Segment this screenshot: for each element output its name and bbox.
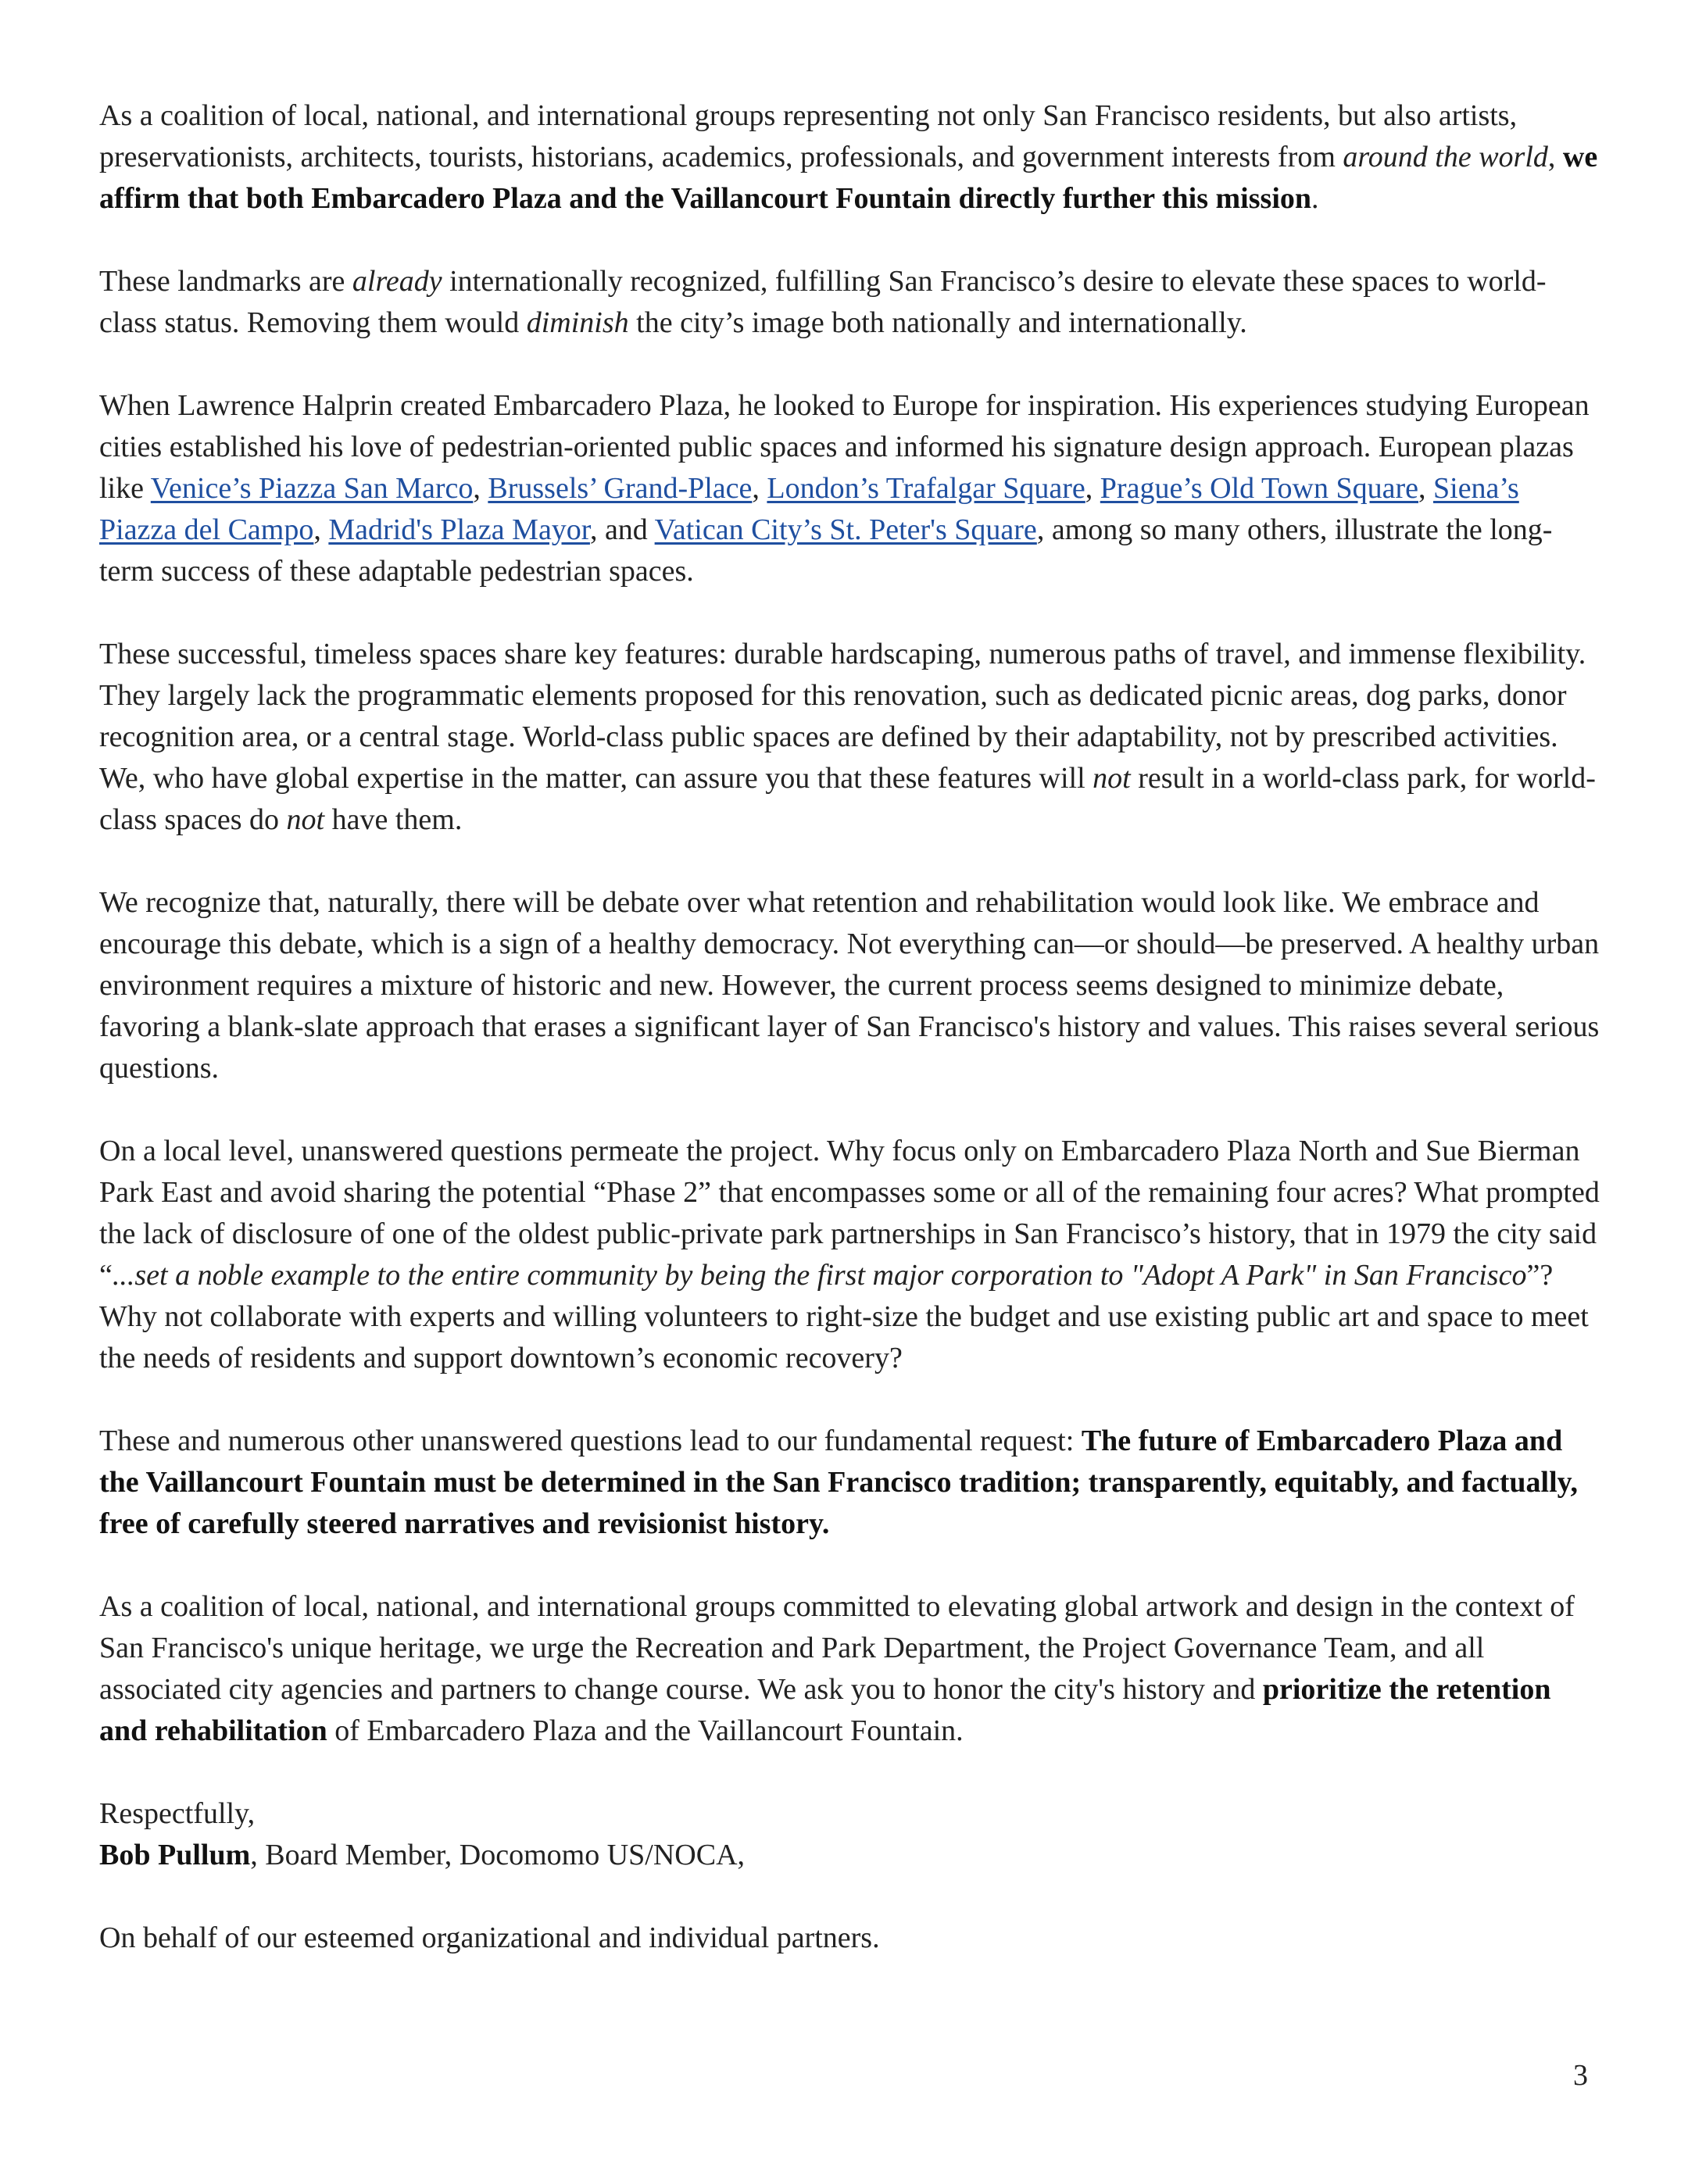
paragraph-halprin-europe: When Lawrence Halprin created Embarcadero Plaza, he looked to Europe for inspiration. His experiences studying European cities established his love of pedestrian-oriented public spaces and informed his signature design approach. European plazas like Venice’s Piazza San Marco, Brussels’ Grand-Place, London’s Trafalgar Square, Prague’s Old Town Square, Siena’s Piazza del Campo, Madrid's Plaza Mayor, and Vatican City’s St. Peter's Square, among so many others, illustrate the long-term success of these adaptable pedestrian spaces. xyxy=(99,389,1590,588)
page-number: 3 xyxy=(1573,2059,1588,2092)
paragraph-fundamental-request: These and numerous other unanswered questions lead to our fundamental request: The future of Embarcadero Plaza and the Vaillancourt Fountain must be determined in the San Francisco tradition; transparently, equitably, and factually, free of carefully steered narratives and revisionist history. xyxy=(99,1424,1579,1540)
paragraph-on-behalf: On behalf of our esteemed organizational and individual partners. xyxy=(99,1921,880,1954)
closing-salutation: Respectfully, xyxy=(99,1797,256,1830)
paragraph-debate: We recognize that, naturally, there will be debate over what retention and rehabilitation would look like. We embrace and encourage this debate, which is a sign of a healthy democracy. Not everything can—or should—be preserved. A healthy urban environment requires a mixture of historic and new. However, the current process seems designed to minimize debate, favoring a blank-slate approach that erases a significant layer of San Francisco's history and values. This raises several serious questions. xyxy=(99,886,1600,1085)
paragraph-timeless-spaces: These successful, timeless spaces share key features: durable hardscaping, numerous paths of travel, and immense flexibility. They largely lack the programmatic elements proposed for this renovation, such as dedicated picnic areas, dog parks, donor recognition area, or a central stage. World-class public spaces are defined by their adaptability, not by prescribed activities. We, who have global expertise in the matter, can assure you that these features will not result in a world-class park, for world-class spaces do not have them. xyxy=(99,638,1596,836)
link-brussels-grand-place[interactable]: Brussels’ Grand-Place xyxy=(488,472,753,505)
link-madrid-plaza-mayor[interactable]: Madrid's Plaza Mayor xyxy=(328,513,590,546)
link-siena-piazza-del-campo[interactable]: Siena’s Piazza del Campo xyxy=(99,472,1519,546)
link-prague-old-town-square[interactable]: Prague’s Old Town Square xyxy=(1100,472,1418,505)
paragraph-landmarks: These landmarks are already internationally recognized, fulfilling San Francisco’s desire to elevate these spaces to world-class status. Removing them would diminish the city’s image both nationally and internationally. xyxy=(99,265,1547,339)
paragraph-coalition-affirm: As a coalition of local, national, and international groups representing not only San Francisco residents, but also artists, preservationists, architects, tourists, historians, academics, professionals, and government interests from around the world, we affirm that both Embarcadero Plaza and the Vaillancourt Fountain directly further this mission. xyxy=(99,99,1598,215)
link-venice-piazza-san-marco[interactable]: Venice’s Piazza San Marco xyxy=(150,472,474,505)
link-vatican-st-peters-square[interactable]: Vatican City’s St. Peter's Square xyxy=(654,513,1037,546)
letter-body xyxy=(99,95,1600,2000)
signature-line xyxy=(99,1835,1600,1876)
signer-title: , Board Member, Docomomo US/NOCA, xyxy=(250,1839,746,1871)
paragraph-local-questions: On a local level, unanswered questions permeate the project. Why focus only on Embarcadero Plaza North and Sue Bierman Park East and avoid sharing the potential “Phase 2” that encompasses some or all of the remaining four acres? What prompted the lack of disclosure of one of the oldest public-private park partnerships in San Francisco’s history, that in 1979 the city said “...set a noble example to the entire community by being the first major corporation to "Adopt A Park" in San Francisco”? Why not collaborate with experts and willing volunteers to right-size the budget and use existing public art and space to meet the needs of residents and support downtown’s economic recovery? xyxy=(99,1135,1600,1374)
paragraph-urge-change-course: As a coalition of local, national, and international groups committed to elevating global artwork and design in the context of San Francisco's unique heritage, we urge the Recreation and Park Department, the Project Governance Team, and all associated city agencies and partners to change course. We ask you to honor the city's history and prioritize the retention and rehabilitation of Embarcadero Plaza and the Vaillancourt Fountain. xyxy=(99,1590,1575,1747)
link-london-trafalgar-square[interactable]: London’s Trafalgar Square xyxy=(767,472,1085,505)
signer-name: Bob Pullum xyxy=(99,1839,251,1871)
